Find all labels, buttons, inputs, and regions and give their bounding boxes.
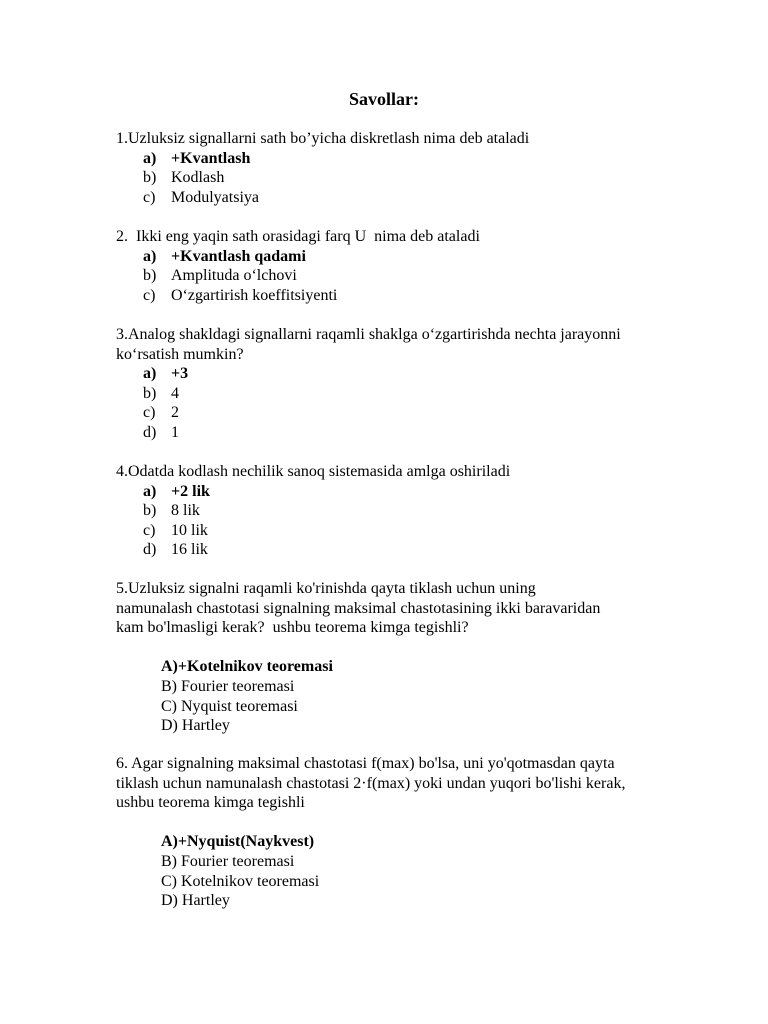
option [143,168,646,188]
question-text: 1.Uzluksiz signallarni sath bo’yicha diskretlash nima deb ataladi [116,130,530,147]
option-text: D) Hartley [161,892,230,910]
question-text: 2. Ikki eng yaqin sath orasidagi farq U nima deb ataladi [116,228,480,245]
option [143,384,626,404]
question-text: 3.Analog shakldagi signallarni raqamli shaklga o‘zgartirishda nechta jarayonni ko‘rsatish mumkin? [116,326,621,363]
question-3 [116,325,626,443]
option-mark: b) [143,169,157,187]
option [161,716,616,736]
option-list [116,657,616,735]
option-mark: a) [143,149,157,167]
option-mark: a) [143,247,157,265]
option-mark: c) [143,521,156,539]
page-title: Savollar: [349,89,419,109]
option-text: +3 [171,365,189,383]
option-mark: b) [143,267,157,285]
option-text: O‘zgartirish koeffitsiyenti [171,286,338,304]
option [143,521,646,541]
question-1 [116,129,646,207]
question-5 [116,579,616,736]
option-correct [143,149,646,169]
option-text: C) Kotelnikov teoremasi [161,872,320,890]
option-text: Modulyatsiya [171,188,259,206]
option-correct [161,832,641,852]
option [161,677,616,697]
option [143,403,626,423]
option-correct [143,364,626,384]
question-text: 6. Agar signalning maksimal chastotasi f(max) bo'lsa, uni yo'qotmasdan qayta tiklash uchun namunalash chastotasi 2·f(max) yoki undan yuqori bo'lishi kerak, ushbu teorema kimga tegishli [116,755,626,812]
option-text: 16 lik [171,541,208,559]
option-text: D) Hartley [161,717,230,735]
option-text: 8 lik [171,502,200,520]
option-mark: d) [143,423,157,441]
option [161,852,641,872]
question-text: 5.Uzluksiz signalni raqamli ko'rinishda qayta tiklash uchun uning namunalash chastotasi signalning maksimal chastotasining ikki baravaridan kam bo'lmasligi kerak? ushbu teorema kimga tegishli? [116,580,601,637]
option-text: 10 lik [171,521,208,539]
option [143,188,646,208]
option-list [116,482,646,560]
option-text: +Kvantlash qadami [171,247,306,265]
option-mark: b) [143,502,157,520]
option-mark: a) [143,482,157,500]
question-text: 4.Odatda kodlash nechilik sanoq sistemasida amlga oshiriladi [116,463,511,480]
option-text: 1 [171,423,179,441]
option-list [116,364,626,442]
option-text: A)+Kotelnikov teoremasi [161,658,333,676]
option-mark: b) [143,384,157,402]
option [143,423,626,443]
option-correct [143,247,646,267]
option [161,697,616,717]
question-4 [116,462,646,560]
option-correct [161,657,616,677]
option-mark: d) [143,541,157,559]
option-text: 2 [171,404,179,422]
option-text: Amplituda o‘lchovi [171,267,297,285]
option [161,872,641,892]
option-list [116,149,646,208]
option [143,501,646,521]
option [143,266,646,286]
option-text: B) Fourier teoremasi [161,677,295,695]
option-mark: a) [143,365,157,383]
option-text: Kodlash [171,169,225,187]
option-text: A)+Nyquist(Naykvest) [161,833,315,851]
option-text: B) Fourier teoremasi [161,852,295,870]
option-text: C) Nyquist teoremasi [161,697,298,715]
option-list [116,247,646,306]
option-list [116,832,641,910]
option-text: +Kvantlash [171,149,251,167]
option-correct [143,482,646,502]
option-text: +2 lik [171,482,210,500]
option-mark: c) [143,188,156,206]
question-2 [116,227,646,305]
option-mark: c) [143,404,156,422]
option-mark: c) [143,286,156,304]
option-text: 4 [171,384,179,402]
question-6 [116,754,641,911]
option [143,286,646,306]
option [161,891,641,911]
option [143,540,646,560]
